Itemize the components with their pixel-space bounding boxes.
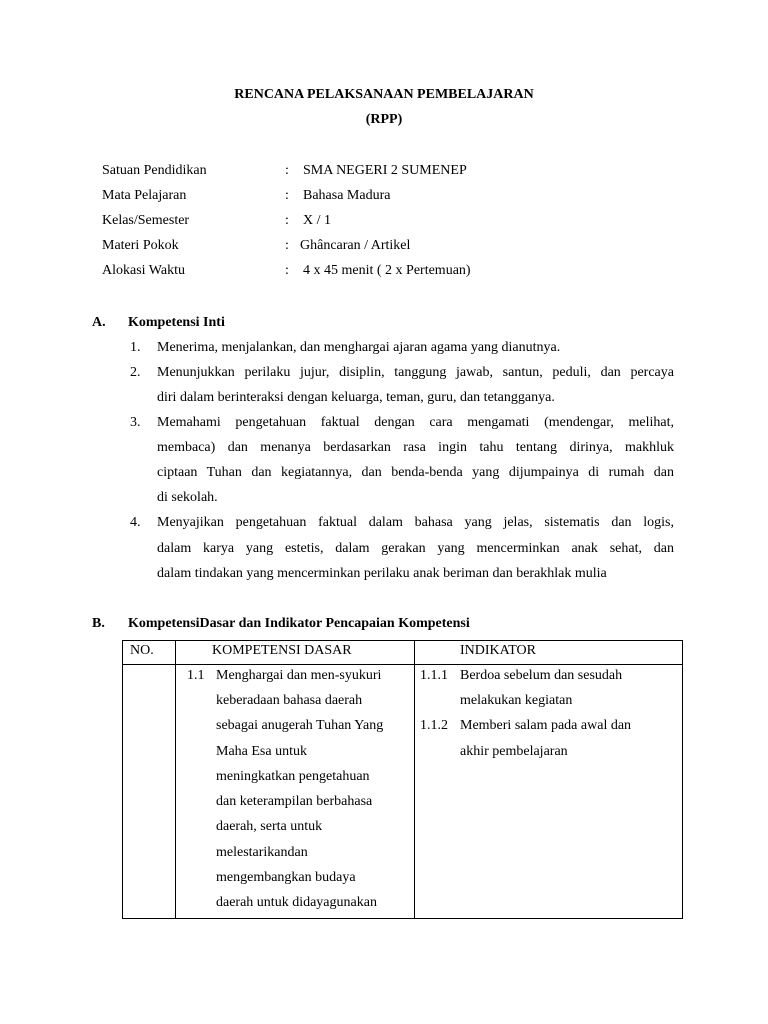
section-b-heading: KompetensiDasar dan Indikator Pencapaian Kompetensi (128, 616, 470, 631)
identity-label: Mata Pelajaran (102, 188, 187, 203)
kd-number: 1.1 (187, 668, 205, 683)
indicator-line: Berdoa sebelum dan sesudah (460, 668, 623, 683)
indicator-line: akhir pembelajaran (460, 744, 568, 759)
section-a-heading: Kompetensi Inti (128, 315, 225, 330)
identity-value: Bahasa Madura (303, 188, 391, 203)
table-column-divider (175, 640, 176, 919)
kd-line: keberadaan bahasa daerah (216, 693, 363, 708)
identity-value: SMA NEGERI 2 SUMENEP (303, 163, 467, 178)
indicator-line: melakukan kegiatan (460, 693, 573, 708)
document-subtitle: (RPP) (365, 112, 403, 127)
identity-value: 4 x 45 menit ( 2 x Pertemuan) (303, 263, 471, 278)
list-item-line: Memahami pengetahuan faktual dengan cara mengamati (mendengar, melihat, (157, 415, 674, 430)
identity-colon: : (285, 213, 289, 228)
indicator-line: Memberi salam pada awal dan (460, 718, 632, 733)
list-item-line: dalam tindakan yang mencerminkan perilaku anak beriman dan berakhlak mulia (157, 566, 607, 581)
table-header-kompetensi: KOMPETENSI DASAR (212, 643, 352, 658)
kd-line: daerah untuk didayagunakan (216, 895, 377, 910)
kd-line: meningkatkan pengetahuan (216, 769, 370, 784)
identity-colon: : (285, 238, 289, 253)
table-header-no: NO. (130, 643, 154, 658)
kd-line: dan keterampilan berbahasa (216, 794, 373, 809)
table-column-divider (414, 640, 415, 919)
identity-label: Materi Pokok (102, 238, 179, 253)
identity-label: Satuan Pendidikan (102, 163, 207, 178)
kd-line: Maha Esa untuk (216, 744, 307, 759)
identity-label: Kelas/Semester (102, 213, 190, 228)
list-item-line: ciptaan Tuhan dan kegiatannya, dan benda-benda yang dijumpainya di rumah dan (157, 465, 674, 480)
identity-label: Alokasi Waktu (102, 263, 185, 278)
indicator-number: 1.1.2 (420, 718, 448, 733)
identity-value: Ghâncaran / Artikel (300, 238, 411, 253)
section-a-letter: A. (92, 315, 106, 330)
identity-colon: : (285, 163, 289, 178)
section-b-letter: B. (92, 616, 105, 631)
list-item-line: di sekolah. (157, 490, 218, 505)
list-number: 1. (130, 340, 141, 355)
identity-colon: : (285, 188, 289, 203)
indicator-number: 1.1.1 (420, 668, 448, 683)
list-item-line: Menunjukkan perilaku jujur, disiplin, tanggung jawab, santun, peduli, dan percaya (157, 365, 674, 380)
list-item-line: diri dalam berinteraksi dengan keluarga, teman, guru, dan tetangganya. (157, 390, 555, 405)
list-number: 2. (130, 365, 141, 380)
kd-line: melestarikandan (216, 845, 308, 860)
identity-value: X / 1 (303, 213, 331, 228)
list-item-line: Menerima, menjalankan, dan menghargai ajaran agama yang dianutnya. (157, 340, 561, 355)
list-item-line: dalam karya yang estetis, dalam gerakan yang mencerminkan anak sehat, dan (157, 541, 674, 556)
list-item-line: membaca) dan menanya berdasarkan rasa ingin tahu tentang dirinya, makhluk (157, 440, 674, 455)
kd-line: daerah, serta untuk (216, 819, 323, 834)
kd-line: mengembangkan budaya (216, 870, 356, 885)
kd-line: sebagai anugerah Tuhan Yang (216, 718, 384, 733)
table-header-indikator: INDIKATOR (460, 643, 536, 658)
list-number: 4. (130, 515, 141, 530)
list-item-line: Menyajikan pengetahuan faktual dalam bahasa yang jelas, sistematis dan logis, (157, 515, 674, 530)
table-header-divider (122, 664, 683, 665)
identity-colon: : (285, 263, 289, 278)
list-number: 3. (130, 415, 141, 430)
document-title: RENCANA PELAKSANAAN PEMBELAJARAN (234, 87, 534, 102)
kd-line: Menghargai dan men-syukuri (216, 668, 382, 683)
